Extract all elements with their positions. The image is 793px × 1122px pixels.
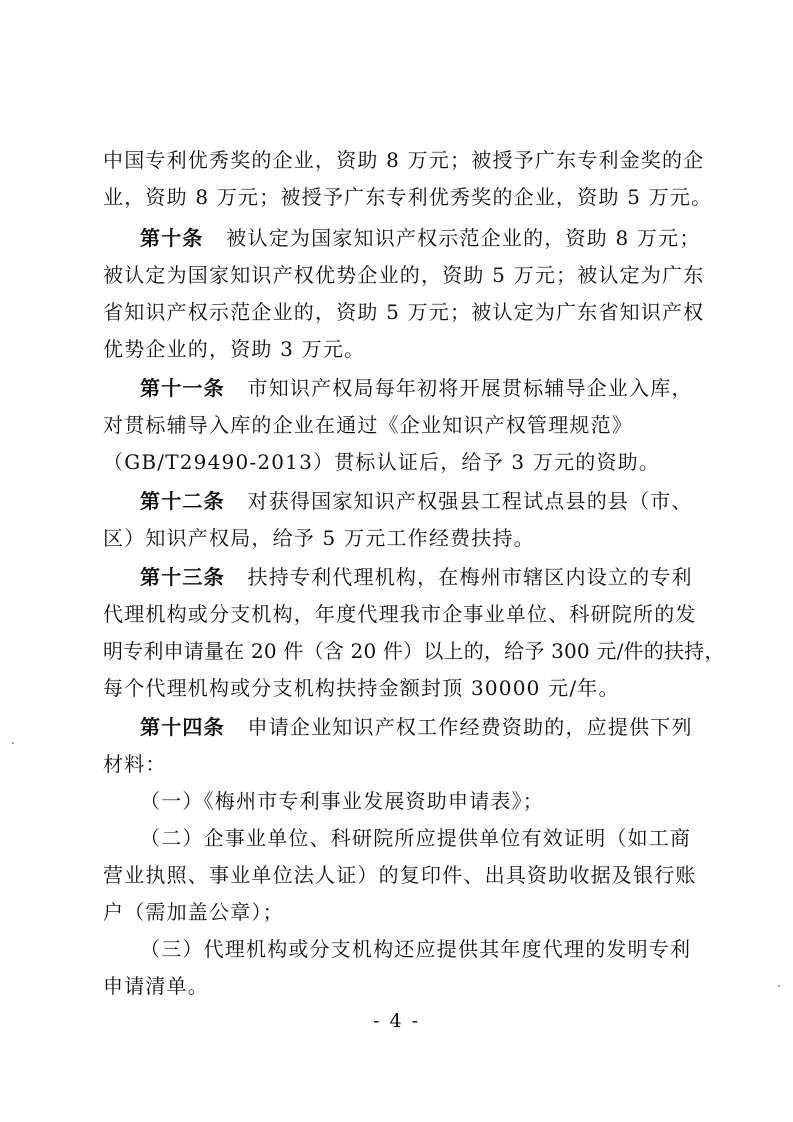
text-line: 代理机构或分支机构，年度代理我市企事业单位、科研院所的发 — [103, 602, 697, 626]
article-13 — [0, 562, 793, 592]
article-text: 被认定为国家知识产权示范企业的，资助 8 万元； — [226, 226, 701, 250]
list-item: （二）企事业单位、科研院所应提供单位有效证明（如工商 — [140, 826, 692, 850]
text-line: 申请清单。 — [103, 974, 209, 998]
article-text: 申请企业知识产权工作经费资助的，应提供下列 — [247, 715, 693, 739]
text-line: 优势企业的，资助 3 万元。 — [103, 337, 366, 361]
article-heading: 第十二条 — [140, 489, 225, 513]
article-heading: 第十三条 — [140, 565, 225, 589]
text-line: 材料： — [103, 752, 167, 776]
text-line: 中国专利优秀奖的企业，资助 8 万元；被授予广东专利金奖的企 — [103, 148, 705, 172]
text-line: 区）知识产权局，给予 5 万元工作经费扶持。 — [103, 526, 535, 550]
list-item: （一）《梅州市专利事业发展资助申请表》； — [140, 789, 544, 813]
scan-speck — [778, 985, 780, 987]
page-number: - 4 - — [372, 1010, 420, 1032]
text-line: 省知识产权示范企业的，资助 5 万元；被认定为广东省知识产权 — [103, 300, 705, 324]
article-14 — [0, 712, 793, 742]
text-line: 户（需加盖公章）； — [103, 900, 284, 924]
article-text: 市知识产权局每年初将开展贯标辅导企业入库， — [247, 376, 693, 400]
text-line: 对贯标辅导入库的企业在通过《企业知识产权管理规范》 — [103, 413, 633, 437]
list-item: （三）代理机构或分支机构还应提供其年度代理的发明专利 — [140, 937, 692, 961]
text-line: 每个代理机构或分支机构扶持金额封顶 30000 元/年。 — [103, 676, 620, 700]
text-line: 被认定为国家知识产权优势企业的，资助 5 万元；被认定为广东 — [103, 263, 705, 287]
text-line: 业，资助 8 万元；被授予广东专利优秀奖的企业，资助 5 万元。 — [103, 185, 713, 209]
text-line: 营业执照、事业单位法人证）的复印件、出具资助收据及银行账 — [103, 863, 697, 887]
text-line: 明专利申请量在 20 件（含 20 件）以上的，给予 300 元/件的扶持， — [103, 639, 725, 663]
article-heading: 第十四条 — [140, 715, 225, 739]
article-10 — [0, 223, 793, 253]
text-line: （GB/T29490-2013）贯标认证后，给予 3 万元的资助。 — [103, 450, 661, 474]
article-11 — [0, 373, 793, 403]
scan-speck — [12, 742, 14, 744]
article-12 — [0, 486, 793, 516]
article-heading: 第十条 — [140, 226, 204, 250]
article-heading: 第十一条 — [140, 376, 225, 400]
article-text: 对获得国家知识产权强县工程试点县的县（市、 — [247, 489, 693, 513]
article-text: 扶持专利代理机构，在梅州市辖区内设立的专利 — [247, 565, 693, 589]
